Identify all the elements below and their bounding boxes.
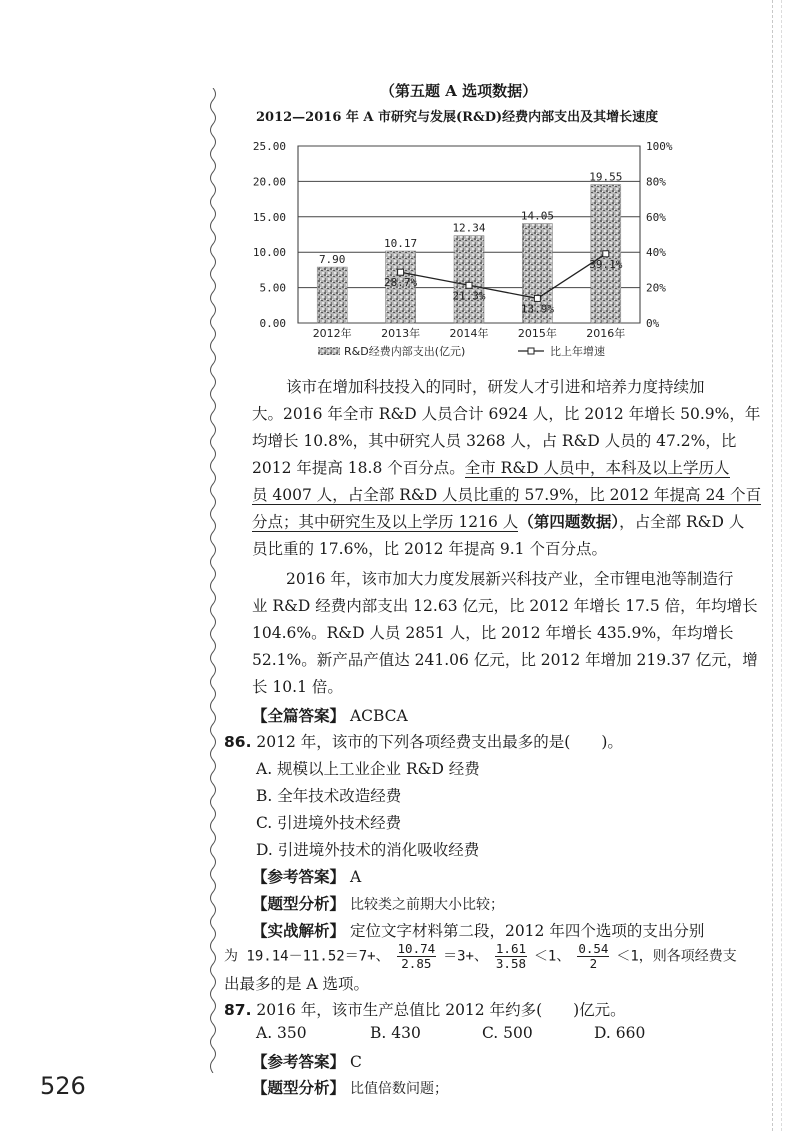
q86-analysis-formula bbox=[224, 942, 737, 971]
passage-line: 该市在增加科技投入的同时，研发人才引进和培养力度持续加 bbox=[286, 378, 705, 396]
y-right-tick-label: 100% bbox=[646, 140, 673, 153]
answer-value: C bbox=[349, 1053, 362, 1071]
growth-point bbox=[466, 282, 472, 288]
fraction-denominator: 2.85 bbox=[401, 956, 432, 971]
growth-value-label: 13.9% bbox=[520, 302, 554, 316]
passage-line bbox=[252, 483, 761, 505]
rd-expenditure-chart bbox=[240, 130, 690, 370]
passage-text: 2012 年提高 18.8 个百分点。 bbox=[252, 459, 465, 477]
q86-answer bbox=[252, 865, 361, 887]
legend-bar-swatch bbox=[318, 347, 340, 355]
q87-answer bbox=[252, 1050, 362, 1072]
fraction bbox=[577, 942, 609, 971]
underlined-text: 员 4007 人，占全部 R&D 人员比重的 57.9%，比 2012 年提高 24 个百 bbox=[252, 486, 762, 504]
option-a: A. 规模以上工业企业 R&D 经费 bbox=[256, 760, 480, 778]
analysis-label: 【实战解析】 bbox=[252, 921, 346, 940]
fraction-denominator: 2 bbox=[589, 956, 598, 971]
fraction-numerator: 10.74 bbox=[397, 941, 436, 956]
q87-type bbox=[252, 1076, 448, 1098]
q86-analysis bbox=[252, 919, 704, 941]
option-c: C. 引进境外技术经费 bbox=[256, 814, 402, 832]
passage-line: 2016 年，该市加大力度发展新兴科技产业，全市锂电池等制造行 bbox=[286, 570, 734, 588]
q86-type bbox=[252, 892, 504, 914]
passage-line: 均增长 10.8%，其中研究人员 3268 人，占 R&D 人员的 47.2%，比 bbox=[252, 432, 737, 450]
figure-caption: （第五题 A 选项数据） bbox=[380, 82, 538, 100]
right-margin-rule-outer bbox=[781, 0, 782, 1131]
passage-line: 业 R&D 经费内部支出 12.63 亿元，比 2012 年增长 17.5 倍，年均增长 bbox=[252, 597, 758, 615]
underlined-text: 分点；其中研究生及以上学历 1216 人 bbox=[252, 513, 519, 531]
legend-bar-label: R&D经费内部支出(亿元) bbox=[344, 345, 466, 358]
answer-label: 【参考答案】 bbox=[252, 867, 346, 886]
question-text: 2016 年，该市生产总值比 2012 年约多( )亿元。 bbox=[256, 1001, 626, 1019]
fraction-numerator: 0.54 bbox=[578, 941, 609, 956]
formula-text: ＜1，则各项经费支 bbox=[616, 948, 737, 965]
option-b: B. 430 bbox=[370, 1024, 421, 1042]
growth-point bbox=[398, 269, 404, 275]
y-right-tick-label: 0% bbox=[646, 317, 660, 330]
full-answer-label: 【全篇答案】 bbox=[252, 706, 346, 725]
bar-value-label: 7.90 bbox=[318, 253, 346, 267]
y-right-tick-label: 80% bbox=[646, 175, 666, 189]
y-right-tick-label: 40% bbox=[646, 246, 666, 260]
x-tick-label: 2012年 bbox=[312, 327, 352, 340]
x-tick-label: 2013年 bbox=[381, 327, 421, 340]
legend-line-label: 比上年增速 bbox=[550, 345, 605, 358]
y-left-tick-label: 25.00 bbox=[252, 140, 286, 153]
full-answer bbox=[252, 704, 408, 726]
y-left-tick-label: 0.00 bbox=[259, 317, 286, 330]
growth-value-label: 39.1% bbox=[589, 257, 623, 271]
type-label: 【题型分析】 bbox=[252, 1078, 346, 1097]
passage-line: 员比重的 17.6%，比 2012 年提高 9.1 个百分点。 bbox=[252, 540, 607, 558]
formula-text: ＝3+、 bbox=[443, 948, 488, 965]
option-c: C. 500 bbox=[482, 1024, 533, 1042]
passage-text: ，占全部 R&D 人 bbox=[619, 513, 745, 531]
analysis-text: 定位文字材料第二段，2012 年四个选项的支出分别 bbox=[349, 922, 705, 940]
growth-point bbox=[603, 251, 609, 257]
question-86-stem bbox=[224, 730, 623, 752]
bar-value-label: 10.17 bbox=[384, 236, 418, 250]
passage-line: 长 10.1 倍。 bbox=[252, 678, 343, 696]
x-tick-label: 2016年 bbox=[586, 327, 626, 340]
fraction bbox=[495, 942, 527, 971]
fraction-numerator: 1.61 bbox=[495, 941, 526, 956]
answer-value: A bbox=[349, 868, 362, 886]
binding-wavy-line bbox=[207, 88, 219, 1073]
passage-line bbox=[252, 510, 744, 532]
option-b: B. 全年技术改造经费 bbox=[256, 787, 402, 805]
question-number: 86. bbox=[224, 733, 252, 751]
y-left-tick-label: 5.00 bbox=[259, 281, 286, 295]
growth-line bbox=[401, 254, 606, 299]
y-right-tick-label: 60% bbox=[646, 210, 666, 224]
option-d: D. 引进境外技术的消化吸收经费 bbox=[256, 841, 480, 859]
y-left-tick-label: 15.00 bbox=[252, 210, 286, 224]
page-number: 526 bbox=[40, 1072, 86, 1100]
bar bbox=[317, 267, 347, 323]
fraction bbox=[397, 942, 437, 971]
answer-label: 【参考答案】 bbox=[252, 1052, 346, 1071]
passage-line: 52.1%。新产品产值达 241.06 亿元，比 2012 年增加 219.37 亿元，增 bbox=[252, 651, 758, 669]
chart-title: 2012—2016 年 A 市研究与发展(R&D)经费内部支出及其增长速度 bbox=[256, 110, 659, 125]
x-tick-label: 2015年 bbox=[517, 327, 557, 340]
y-left-tick-label: 20.00 bbox=[252, 175, 286, 189]
question-number: 87. bbox=[224, 1001, 252, 1019]
q86-analysis-conclusion: 出最多的是 A 选项。 bbox=[224, 975, 370, 993]
right-margin-rule bbox=[772, 0, 773, 1131]
passage-line: 104.6%。R&D 人员 2851 人，比 2012 年增长 435.9%，年均增长 bbox=[252, 624, 734, 642]
type-text: 比较类之前期大小比较； bbox=[349, 897, 504, 913]
formula-text: 为 19.14－11.52＝7+、 bbox=[224, 948, 390, 965]
full-answer-value: ACBCA bbox=[349, 707, 408, 725]
formula-text: ＜1、 bbox=[533, 948, 571, 965]
passage-line bbox=[252, 456, 730, 478]
bar-value-label: 19.55 bbox=[589, 170, 623, 184]
y-right-tick-label: 20% bbox=[646, 281, 666, 295]
fraction-denominator: 3.58 bbox=[495, 956, 526, 971]
bar-value-label: 12.34 bbox=[452, 221, 486, 235]
question-text: 2012 年，该市的下列各项经费支出最多的是( )。 bbox=[256, 733, 623, 751]
question-87-stem bbox=[224, 998, 626, 1020]
growth-value-label: 21.3% bbox=[452, 289, 486, 303]
type-text: 比值倍数问题； bbox=[349, 1081, 448, 1097]
x-tick-label: 2014年 bbox=[449, 327, 489, 340]
bar-value-label: 14.05 bbox=[520, 209, 554, 223]
type-label: 【题型分析】 bbox=[252, 894, 346, 913]
option-d: D. 660 bbox=[594, 1024, 646, 1042]
bar bbox=[454, 236, 484, 323]
y-left-tick-label: 10.00 bbox=[252, 246, 286, 260]
growth-point bbox=[534, 295, 540, 301]
legend-line-marker bbox=[528, 348, 534, 354]
data-note: （第四题数据） bbox=[518, 512, 620, 531]
option-a: A. 350 bbox=[256, 1024, 307, 1042]
passage-line: 大。2016 年全市 R&D 人员合计 6924 人，比 2012 年增长 50.9%，年 bbox=[252, 405, 761, 423]
underlined-text: 全市 R&D 人员中，本科及以上学历人 bbox=[464, 459, 730, 477]
growth-value-label: 28.7% bbox=[384, 276, 418, 290]
